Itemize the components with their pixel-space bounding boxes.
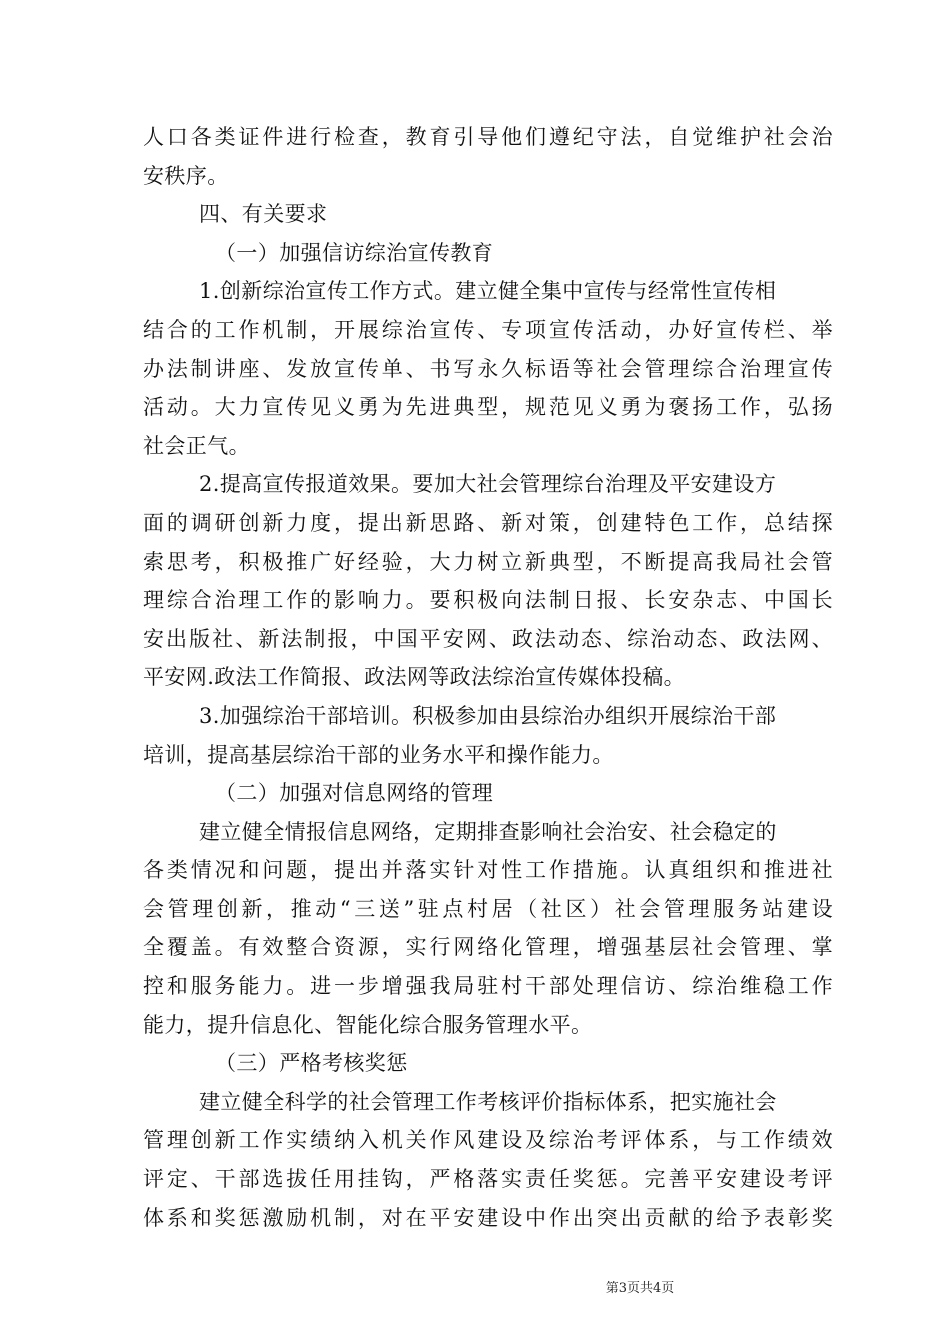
text-line: 办法制讲座、发放宣传单、书写永久标语等社会管理综合治理宣传 [143, 356, 833, 381]
text-line: 全覆盖。有效整合资源，实行网络化管理，增强基层社会管理、掌 [143, 935, 833, 960]
text-line: 2.提高宣传报道效果。要加大社会管理综台治理及平安建设方 [199, 472, 777, 497]
text-line: 四、有关要求 [199, 202, 328, 227]
text-line: 体系和奖惩激励机制，对在平安建设中作出突出贡献的给予表彰奖 [143, 1205, 833, 1230]
text-line: 索思考，积极推广好经验，大力树立新典型，不断提高我局社会管 [143, 549, 833, 574]
text-line: 能力，提升信息化、智能化综合服务管理水平。 [143, 1012, 593, 1037]
text-line: 建立健全情报信息网络，定期排查影响社会治安、社会稳定的 [199, 819, 777, 844]
text-line: 1.创新综治宣传工作方式。建立健全集中宣传与经常性宣传相 [199, 279, 777, 304]
text-line: 评定、干部选拔任用挂钩，严格落实责任奖惩。完善平安建设考评 [143, 1167, 833, 1192]
text-line: 控和服务能力。进一步增强我局驻村干部处理信访、综治维稳工作 [143, 974, 833, 999]
text-line: 人口各类证件进行检查，教育引导他们遵纪守法，自觉维护社会治 [143, 125, 833, 149]
text-line: 安秩序。 [143, 163, 229, 188]
text-line: 面的调研创新力度，提出新思路、新对策，创建特色工作，总结探 [143, 510, 833, 535]
text-line: 3.加强综治干部培训。积极参加由县综治办组织开展综治干部 [199, 703, 777, 728]
text-line: （二）加强对信息网络的管理 [215, 781, 494, 806]
text-line: 平安网.政法工作简报、政法网等政法综治宣传媒体投稿。 [143, 665, 686, 690]
text-line: 社会正气。 [143, 433, 250, 458]
text-line: 各类情况和问题，提出并落实针对性工作措施。认真组织和推进社 [143, 858, 833, 883]
document-body [143, 118, 833, 1237]
text-line: 活动。大力宣传见义勇为先进典型，规范见义勇为褒扬工作，弘扬 [143, 395, 833, 420]
text-line: 理综合治理工作的影响力。要积极向法制日报、长安杂志、中国长 [143, 588, 833, 613]
page-number: 第3页共4页 [605, 1281, 675, 1296]
text-line: 安出版社、新法制报，中国平安网、政法动态、综治动态、政法网、 [143, 626, 833, 651]
text-line: 培训，提高基层综治干部的业务水平和操作能力。 [143, 742, 614, 767]
text-line: 结合的工作机制，开展综治宣传、专项宣传活动，办好宣传栏、举 [143, 317, 833, 342]
text-line: 会管理创新，推动“三送”驻点村居（社区）社会管理服务站建设 [143, 896, 833, 921]
text-line: （三）严格考核奖惩 [215, 1051, 408, 1076]
text-line: 管理创新工作实绩纳入机关作风建设及综治考评体系，与工作绩效 [143, 1128, 833, 1153]
text-line: 建立健全科学的社会管理工作考核评价指标体系，把实施社会 [199, 1089, 777, 1114]
text-line: （一）加强信访综治宣传教育 [215, 240, 494, 265]
